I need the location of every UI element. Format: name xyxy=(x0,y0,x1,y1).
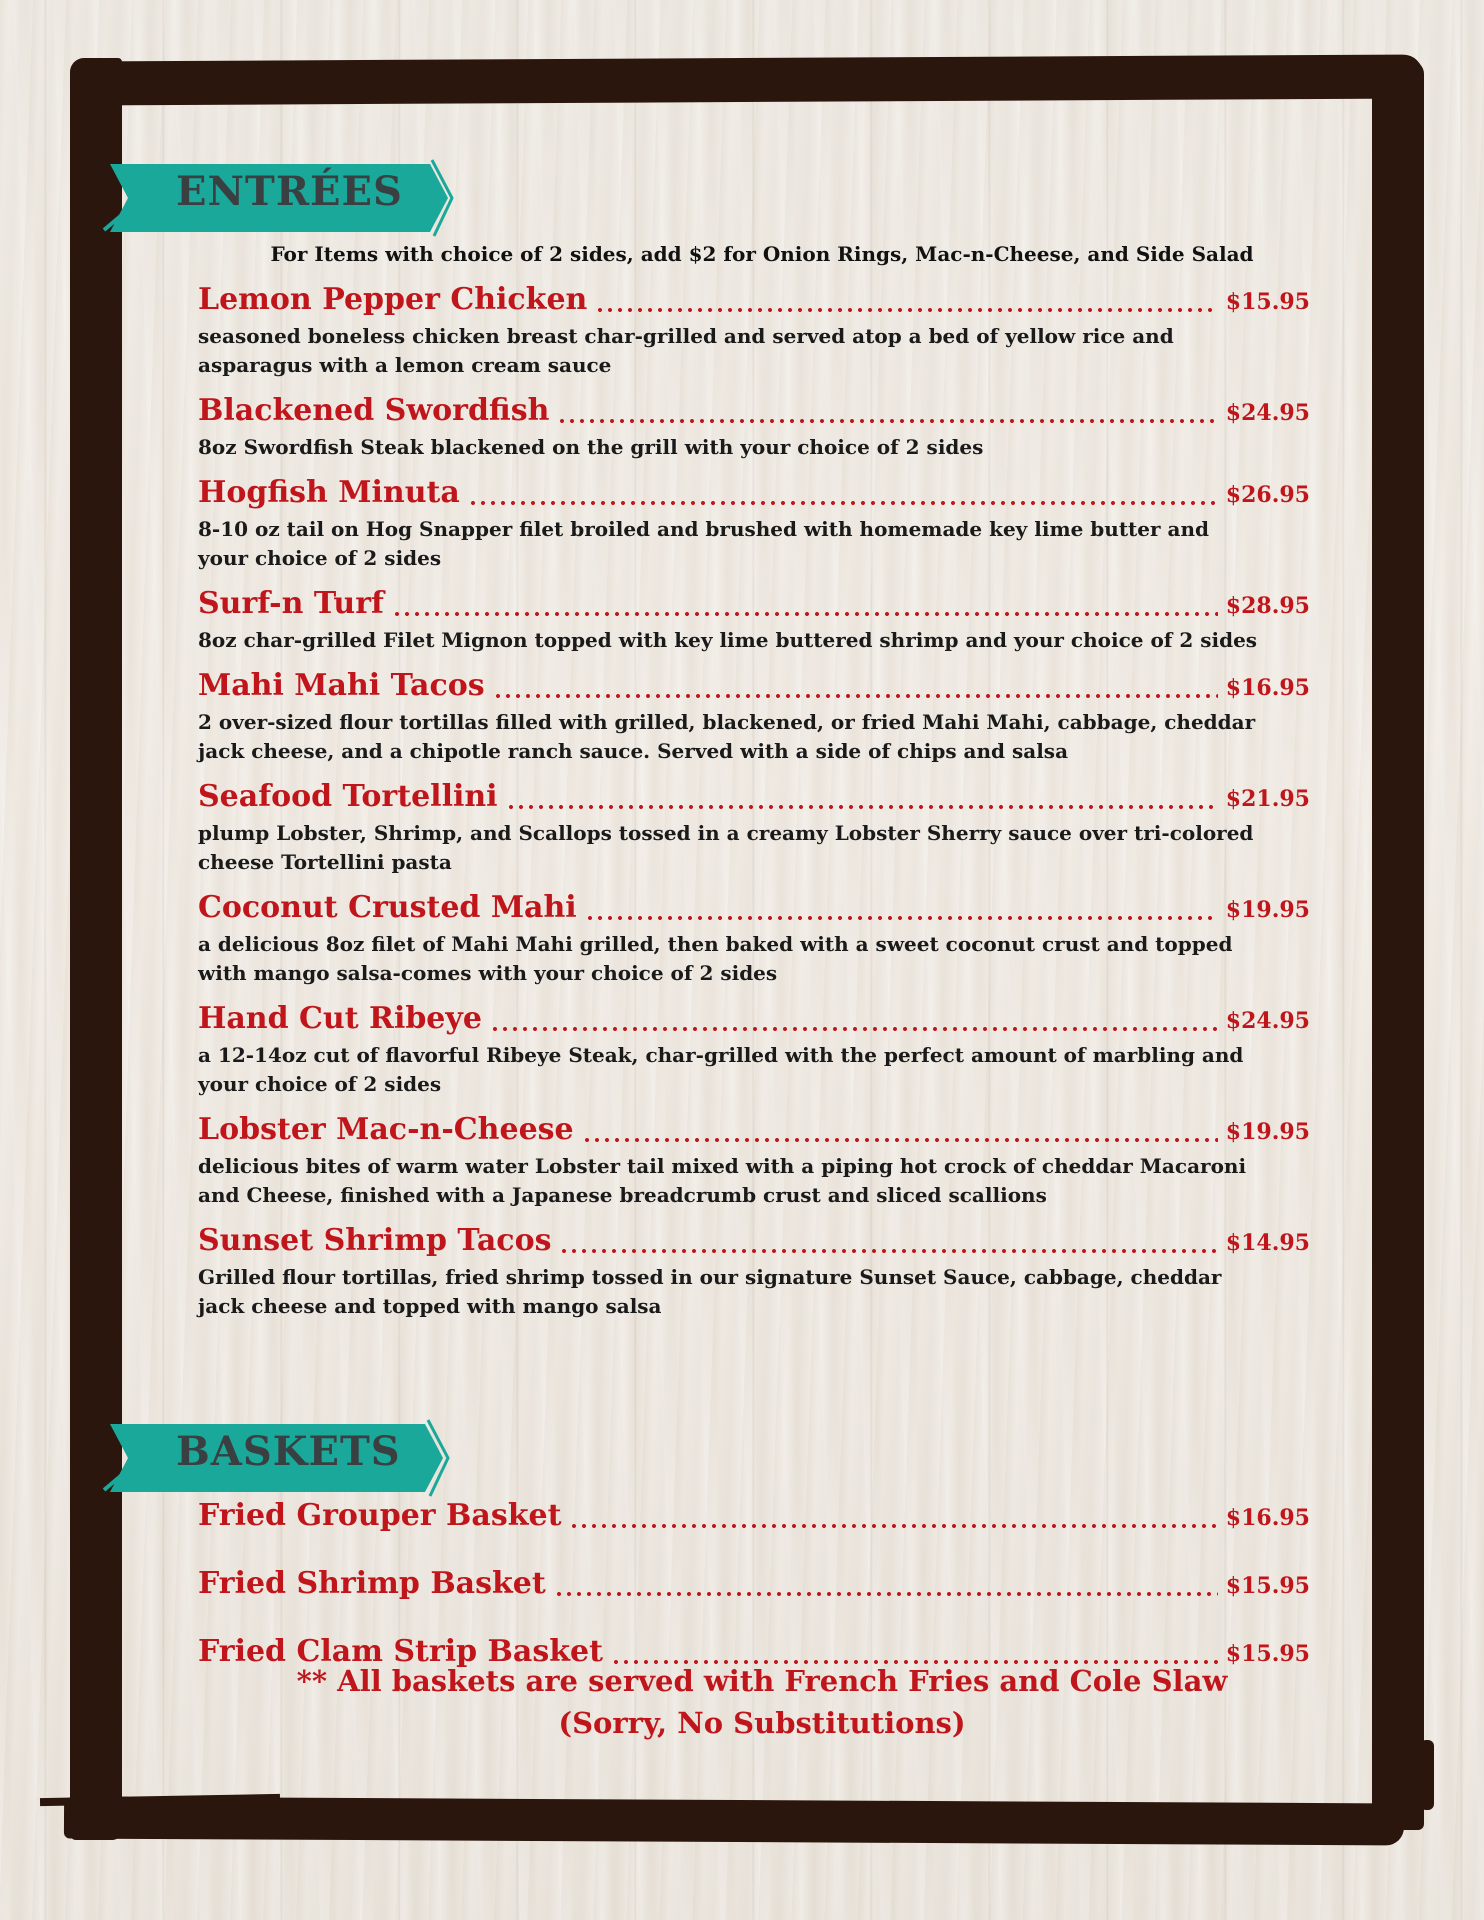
menu-item-price: $19.95 xyxy=(1225,897,1310,923)
menu-item-price: $16.95 xyxy=(1225,675,1310,701)
baskets-banner xyxy=(100,1418,460,1490)
dot-leader xyxy=(595,308,1217,312)
menu-item-description: 8oz Swordfish Steak blackened on the grill with your choice of 2 sides xyxy=(198,435,984,459)
menu-item-price: $24.95 xyxy=(1225,400,1310,426)
menu-item-name: Fried Shrimp Basket xyxy=(198,1566,546,1601)
dot-leader xyxy=(392,612,1218,616)
menu-item-row xyxy=(198,282,1310,322)
menu-item-row xyxy=(198,779,1310,819)
menu-item-description: 8-10 oz tail on Hog Snapper filet broiled and brushed with homemade key lime butter and your choice of 2 sides xyxy=(198,517,1210,570)
menu-item xyxy=(198,282,1310,380)
menu-item xyxy=(198,1001,1310,1099)
menu-item-price: $15.95 xyxy=(1225,1573,1310,1599)
baskets-footer-note xyxy=(0,1660,1484,1744)
menu-item-row xyxy=(198,1112,1310,1152)
menu-item-row xyxy=(198,393,1310,433)
menu-item-price: $24.95 xyxy=(1225,1008,1310,1034)
dot-leader xyxy=(506,805,1218,809)
menu-item xyxy=(198,393,1310,462)
menu-item-description: a delicious 8oz filet of Mahi Mahi grilled, then baked with a sweet coconut crust and topped with mango salsa-comes with your choice of 2 sides xyxy=(198,932,1233,985)
dot-leader xyxy=(554,1592,1218,1596)
menu-item-row xyxy=(198,1566,1310,1606)
menu-item-description: delicious bites of warm water Lobster tail mixed with a piping hot crock of cheddar Macaroni and Cheese, finished with a Japanese breadcrumb crust and sliced scallions xyxy=(198,1154,1247,1207)
menu-item-row xyxy=(198,890,1310,930)
menu-item-name: Fried Grouper Basket xyxy=(198,1498,562,1533)
frame-brush-streak xyxy=(1420,1740,1434,1810)
menu-item-description: plump Lobster, Shrimp, and Scallops tossed in a creamy Lobster Sherry sauce over tri-colored cheese Tortellini pasta xyxy=(198,821,1254,874)
menu-item-name: Hand Cut Ribeye xyxy=(198,1001,482,1036)
menu-item-name: Coconut Crusted Mahi xyxy=(198,890,577,925)
menu-item-price: $28.95 xyxy=(1225,593,1310,619)
menu-item-row xyxy=(198,1001,1310,1041)
entrees-list xyxy=(198,282,1310,1334)
menu-item-price: $15.95 xyxy=(1225,289,1310,315)
menu-item xyxy=(198,1498,1310,1553)
menu-item xyxy=(198,890,1310,988)
dot-leader xyxy=(585,916,1218,920)
baskets-footer-line2: (Sorry, No Substitutions) xyxy=(558,1706,966,1740)
entrees-banner xyxy=(100,158,460,230)
menu-item-description: a 12-14oz cut of flavorful Ribeye Steak, char-grilled with the perfect amount of marbling and your choice of 2 sides xyxy=(198,1043,1244,1096)
menu-item-row xyxy=(198,475,1310,515)
menu-item-row xyxy=(198,586,1310,626)
menu-item xyxy=(198,586,1310,655)
frame-border-right xyxy=(1372,60,1424,1830)
menu-item-name: Fried Clam Strip Basket xyxy=(198,1634,603,1669)
frame-border-top xyxy=(75,54,1423,105)
menu-item-name: Lemon Pepper Chicken xyxy=(198,282,588,317)
menu-item xyxy=(198,1223,1310,1321)
sides-note: For Items with choice of 2 sides, add $2 for Onion Rings, Mac-n-Cheese, and Side Salad xyxy=(270,242,1254,266)
section-title-entrees: ENTRÉES xyxy=(176,168,403,215)
frame-border-bottom xyxy=(64,1796,1404,1845)
menu-item-row xyxy=(198,1498,1310,1538)
menu-item-name: Sunset Shrimp Tacos xyxy=(198,1223,552,1258)
menu-item-name: Blackened Swordfish xyxy=(198,393,550,428)
menu-item-name: Hogfish Minuta xyxy=(198,475,460,510)
menu-item-row xyxy=(198,1223,1310,1263)
menu-item xyxy=(198,668,1310,766)
menu-item-description: Grilled flour tortillas, fried shrimp tossed in our signature Sunset Sauce, cabbage, cheddar jack cheese and topped with mango salsa xyxy=(198,1265,1222,1318)
menu-item-name: Mahi Mahi Tacos xyxy=(198,668,485,703)
dot-leader xyxy=(468,501,1218,505)
menu-item-description: seasoned boneless chicken breast char-grilled and served atop a bed of yellow rice and asparagus with a lemon cream sauce xyxy=(198,324,1174,377)
dot-leader xyxy=(569,1524,1217,1528)
menu-item-description: 8oz char-grilled Filet Mignon topped with key lime buttered shrimp and your choice of 2 sides xyxy=(198,628,1258,652)
menu-item-description: 2 over-sized flour tortillas filled with grilled, blackened, or fried Mahi Mahi, cabbage, cheddar jack cheese, and a chipotle ranch sauce. Served with a side of chips and salsa xyxy=(198,710,1256,763)
menu-item xyxy=(198,475,1310,573)
menu-item xyxy=(198,1566,1310,1621)
menu-item-name: Seafood Tortellini xyxy=(198,779,498,814)
dot-leader xyxy=(490,1027,1218,1031)
menu-item-price: $16.95 xyxy=(1225,1505,1310,1531)
menu-item-name: Lobster Mac-n-Cheese xyxy=(198,1112,574,1147)
menu-item-price: $21.95 xyxy=(1225,786,1310,812)
dot-leader xyxy=(582,1138,1218,1142)
dot-leader xyxy=(493,694,1218,698)
menu-item-name: Surf-n Turf xyxy=(198,586,384,621)
menu-item-price: $14.95 xyxy=(1225,1230,1310,1256)
menu-item-price: $15.95 xyxy=(1225,1641,1310,1667)
baskets-footer-line1: ** All baskets are served with French Fries and Cole Slaw xyxy=(296,1664,1228,1698)
section-title-baskets: BASKETS xyxy=(176,1428,401,1475)
menu-item-price: $19.95 xyxy=(1225,1119,1310,1145)
menu-item xyxy=(198,1112,1310,1210)
menu-item-row xyxy=(198,668,1310,708)
frame-border-left xyxy=(70,58,122,1840)
menu-item-price: $26.95 xyxy=(1225,482,1310,508)
dot-leader xyxy=(557,419,1217,423)
dot-leader xyxy=(559,1249,1217,1253)
menu-item xyxy=(198,779,1310,877)
